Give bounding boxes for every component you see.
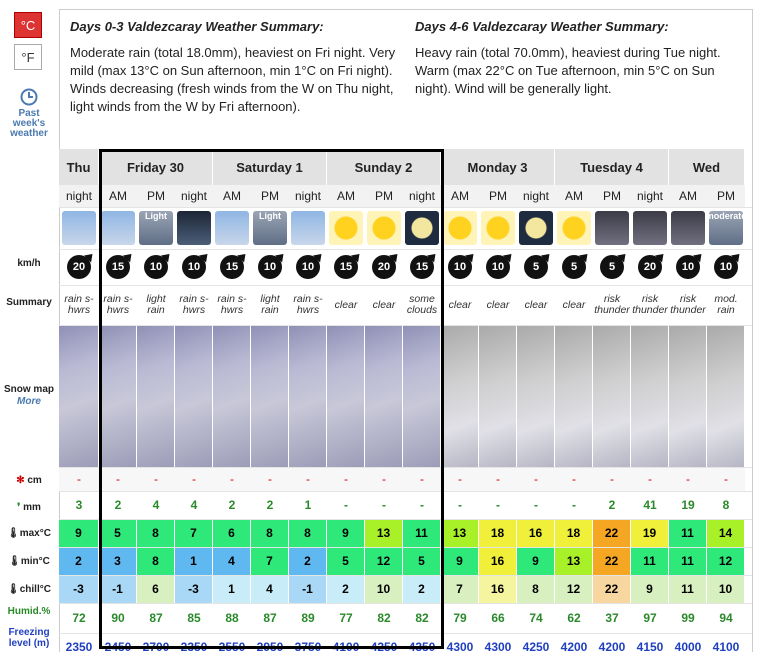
lightning-night-icon	[633, 211, 667, 245]
humidity-cell: 97	[643, 611, 657, 625]
freezing-level-cell: 4000	[674, 640, 702, 654]
chill-temp-cell: 10	[365, 575, 403, 603]
sun-icon	[367, 211, 401, 245]
max-temp-cell: 18	[479, 519, 517, 547]
wind-cell	[137, 249, 175, 285]
snow-cell: -	[631, 467, 669, 491]
humidity-cell: 82	[415, 611, 429, 625]
chill-temp-cell: -3	[175, 575, 213, 603]
summary-cell: rain s-hwrs	[217, 293, 247, 316]
humidity-cell: 74	[529, 611, 543, 625]
max-temp-cell: 11	[403, 519, 441, 547]
snow-map-cell[interactable]	[517, 325, 555, 467]
rain-cell: 1	[304, 498, 312, 512]
min-temp-cell: 9	[517, 547, 555, 575]
snow-cell: -	[251, 467, 289, 491]
past-weather-label: Past week's weather	[10, 108, 48, 139]
row-divider	[59, 603, 752, 604]
wind-arrow-icon: 10	[714, 255, 738, 279]
celsius-button[interactable]: °C	[14, 12, 42, 38]
freezing-level-cell: 2450	[104, 640, 132, 654]
wind-arrow-icon: 10	[448, 255, 472, 279]
snow-map-cell[interactable]	[327, 325, 365, 467]
chill-temp-cell: 6	[137, 575, 175, 603]
day-header[interactable]: Sunday 2	[327, 149, 441, 185]
weather-cell	[99, 207, 137, 249]
period-label: night	[631, 185, 669, 207]
weather-cell	[251, 207, 289, 249]
period-label: PM	[707, 185, 745, 207]
min-temp-cell: 12	[365, 547, 403, 575]
rain-cell: -	[344, 498, 348, 512]
summary-days-0-3	[70, 18, 400, 116]
summary-cell: clear	[486, 298, 510, 311]
freezing-level-cell: 4150	[636, 640, 664, 654]
snow-map-cell[interactable]	[365, 325, 403, 467]
chill-row-label: 🌡chill°C	[7, 584, 51, 595]
wind-cell	[441, 249, 479, 285]
max-temp-cell: 5	[99, 519, 137, 547]
snow-cell: -	[669, 467, 707, 491]
weather-cell	[59, 207, 99, 249]
summary-cell: mod. rain	[714, 293, 738, 316]
wind-cell	[213, 249, 251, 285]
max-temp-cell: 8	[137, 519, 175, 547]
chill-temp-cell: 4	[251, 575, 289, 603]
wind-arrow-icon: 15	[106, 255, 130, 279]
weather-cell	[707, 207, 745, 249]
max-temp-cell: 6	[213, 519, 251, 547]
min-temp-cell: 11	[669, 547, 707, 575]
chill-temp-cell: 22	[593, 575, 631, 603]
freezing-level-cell: 4300	[446, 640, 474, 654]
wind-arrow-icon: 10	[486, 255, 510, 279]
rain-cell: 8	[722, 498, 730, 512]
snow-map-cell[interactable]	[555, 325, 593, 467]
humidity-cell: 66	[491, 611, 505, 625]
wind-arrow-icon: 20	[67, 255, 91, 279]
wind-arrow-icon: 15	[220, 255, 244, 279]
wind-cell	[365, 249, 403, 285]
rain-cell: -	[382, 498, 386, 512]
weather-cell	[669, 207, 707, 249]
freezing-level-cell: 2350	[65, 640, 93, 654]
sun-icon	[329, 211, 363, 245]
chill-temp-cell: -1	[289, 575, 327, 603]
freezing-level-cell: 2700	[142, 640, 170, 654]
rain-cell: 3	[75, 498, 83, 512]
moon-cloud-icon	[405, 211, 439, 245]
min-temp-cell: 22	[593, 547, 631, 575]
snow-map-cell[interactable]	[175, 325, 213, 467]
day-header[interactable]: Thu	[59, 149, 99, 185]
wind-arrow-icon: 10	[144, 255, 168, 279]
row-divider	[59, 285, 752, 286]
row-divider	[59, 491, 752, 492]
wind-cell	[289, 249, 327, 285]
weather-cell	[403, 207, 441, 249]
snow-cell: -	[555, 467, 593, 491]
wind-arrow-icon: 20	[372, 255, 396, 279]
wind-arrow-icon: 15	[410, 255, 434, 279]
wind-cell	[251, 249, 289, 285]
wind-cell	[479, 249, 517, 285]
weather-cell	[441, 207, 479, 249]
weather-cell	[555, 207, 593, 249]
min-temp-cell: 2	[59, 547, 99, 575]
summary-cell: clear	[562, 298, 586, 311]
summary-cell: rain s-hwrs	[293, 293, 323, 316]
rain-cell: 4	[190, 498, 198, 512]
weather-cell	[175, 207, 213, 249]
max-temp-cell: 16	[517, 519, 555, 547]
clock-icon	[20, 88, 38, 106]
summary-left-title: Days 0-3 Valdezcaray Weather Summary:	[70, 19, 324, 34]
light-rain-cloud-icon: Light	[139, 211, 173, 245]
wind-arrow-icon: 10	[182, 255, 206, 279]
day-header[interactable]: Monday 3	[441, 149, 555, 185]
row-divider	[59, 575, 752, 576]
rain-row-label: ❜ mm	[17, 502, 41, 513]
rain-cell: 41	[643, 498, 657, 512]
sidebar	[0, 0, 58, 651]
period-label: night	[59, 185, 99, 207]
rain-cell: 2	[114, 498, 122, 512]
summary-left-text: Moderate rain (total 18.0mm), heaviest on Fri night. Very mild (max 13°C on Sun afternoon, min 1°C on Fri night). Winds decreasing (fresh winds from the W on Thu night, light winds from the W by Fri afternoon).	[70, 45, 396, 114]
rain-shower-sun-icon	[215, 211, 249, 245]
rain-cell: -	[420, 498, 424, 512]
rain-shower-night-icon	[177, 211, 211, 245]
max-temp-cell: 13	[365, 519, 403, 547]
chill-temp-cell: 10	[707, 575, 745, 603]
humidity-cell: 87	[263, 611, 277, 625]
max-temp-cell: 18	[555, 519, 593, 547]
wind-cell	[631, 249, 669, 285]
min-temp-cell: 3	[99, 547, 137, 575]
chill-temp-cell: 9	[631, 575, 669, 603]
wind-arrow-icon: 5	[600, 255, 624, 279]
weather-cell	[365, 207, 403, 249]
period-label: AM	[99, 185, 137, 207]
summary-row-label: Summary	[6, 297, 52, 308]
summary-right-text: Heavy rain (total 70.0mm), heaviest during Tue night. Warm (max 22°C on Tue afternoon, min 5°C on Sun night). Wind will be generally light.	[415, 45, 721, 96]
min-temp-cell: 8	[137, 547, 175, 575]
row-divider	[59, 519, 752, 520]
freezing-level-cell: 4300	[484, 640, 512, 654]
wind-cell	[555, 249, 593, 285]
period-label: night	[175, 185, 213, 207]
humidity-cell: 87	[149, 611, 163, 625]
humidity-cell: 89	[301, 611, 315, 625]
wind-arrow-icon: 5	[524, 255, 548, 279]
snow-map-cell[interactable]	[99, 325, 137, 467]
snow-cell: -	[441, 467, 479, 491]
snow-cell: -	[99, 467, 137, 491]
snow-cell: -	[59, 467, 99, 491]
weather-cell	[213, 207, 251, 249]
freezing-level-cell: 2950	[256, 640, 284, 654]
freezing-level-cell: 4100	[332, 640, 360, 654]
max-temp-cell: 8	[289, 519, 327, 547]
max-temp-cell: 14	[707, 519, 745, 547]
summary-cell: rain s-hwrs	[179, 293, 209, 316]
chill-temp-cell: 2	[403, 575, 441, 603]
fahrenheit-button[interactable]: °F	[14, 44, 42, 70]
min-temp-cell: 5	[403, 547, 441, 575]
period-label: night	[403, 185, 441, 207]
sun-icon	[557, 211, 591, 245]
wind-cell	[99, 249, 137, 285]
wind-cell	[59, 249, 99, 285]
summary-right-title: Days 4-6 Valdezcaray Weather Summary:	[415, 19, 669, 34]
rain-cell: 2	[266, 498, 274, 512]
min-temp-cell: 7	[251, 547, 289, 575]
max-temp-cell: 19	[631, 519, 669, 547]
raindrops-icon: ❜	[17, 502, 21, 513]
sun-icon	[443, 211, 477, 245]
freezing-row-label: Freezing level (m)	[8, 627, 50, 649]
lightning-cloud-icon	[595, 211, 629, 245]
freezing-level-cell: 2550	[218, 640, 246, 654]
past-weather-link[interactable]	[4, 88, 54, 139]
snow-map-cell[interactable]	[403, 325, 441, 467]
period-label: AM	[213, 185, 251, 207]
chill-temp-cell: 12	[555, 575, 593, 603]
summary-cell: some clouds	[406, 293, 438, 316]
wind-arrow-icon: 15	[334, 255, 358, 279]
snow-map-cell[interactable]	[213, 325, 251, 467]
weather-cell	[289, 207, 327, 249]
summary-panel	[60, 10, 752, 150]
wind-arrow-icon: 10	[258, 255, 282, 279]
humidity-cell: 90	[111, 611, 125, 625]
wind-cell	[593, 249, 631, 285]
wind-row-label: km/h	[17, 258, 41, 269]
wind-cell	[327, 249, 365, 285]
rain-cell: -	[496, 498, 500, 512]
summary-cell: clear	[448, 298, 472, 311]
max-temp-cell: 8	[251, 519, 289, 547]
max-temp-cell: 11	[669, 519, 707, 547]
max-temp-cell: 9	[327, 519, 365, 547]
min-temp-cell: 16	[479, 547, 517, 575]
snow-cell: -	[707, 467, 745, 491]
min-temp-cell: 4	[213, 547, 251, 575]
day-header[interactable]: Tuesday 4	[555, 149, 669, 185]
summary-cell: rain s-hwrs	[103, 293, 133, 316]
period-label: AM	[327, 185, 365, 207]
rain-cell: -	[534, 498, 538, 512]
humidity-cell: 79	[453, 611, 467, 625]
snow-cell: -	[137, 467, 175, 491]
snow-row-label: ✻ cm	[16, 475, 42, 486]
summary-cell: clear	[372, 298, 396, 311]
day-header[interactable]: Saturday 1	[213, 149, 327, 185]
rain-cloud-night-icon	[62, 211, 96, 245]
snow-map-cell[interactable]	[289, 325, 327, 467]
light-rain-cloud-icon: Light	[253, 211, 287, 245]
snow-map-cell[interactable]	[251, 325, 289, 467]
humidity-cell: 37	[605, 611, 619, 625]
chill-temp-cell: 11	[669, 575, 707, 603]
rain-cloud-sun-icon	[101, 211, 135, 245]
humidity-cell: 82	[377, 611, 391, 625]
wind-cell	[517, 249, 555, 285]
row-divider	[59, 467, 752, 468]
weather-cell	[327, 207, 365, 249]
thermometer-icon: 🌡	[7, 584, 20, 595]
wind-arrow-icon: 5	[562, 255, 586, 279]
min-temp-cell: 5	[327, 547, 365, 575]
thermometer-icon: 🌡	[7, 528, 20, 539]
wind-arrow-icon: 10	[676, 255, 700, 279]
snow-cell: -	[403, 467, 441, 491]
snow-map-cell[interactable]	[707, 325, 745, 467]
rain-cell: 19	[681, 498, 695, 512]
max-temp-cell: 13	[441, 519, 479, 547]
min-temp-cell: 2	[289, 547, 327, 575]
chill-temp-cell: 7	[441, 575, 479, 603]
row-divider	[59, 249, 752, 250]
period-label: AM	[669, 185, 707, 207]
summary-cell: clear	[524, 298, 548, 311]
freezing-level-cell: 4350	[408, 640, 436, 654]
rain-cell: 4	[152, 498, 160, 512]
humidity-cell: 94	[719, 611, 733, 625]
humidity-cell: 72	[72, 611, 86, 625]
summary-cell: clear	[334, 298, 358, 311]
moderate-rain-cloud-icon: moderate	[709, 211, 743, 245]
rain-cell: -	[572, 498, 576, 512]
max-temp-cell: 9	[59, 519, 99, 547]
summary-cell: risk thunder	[670, 293, 706, 316]
period-label: night	[517, 185, 555, 207]
weather-cell	[593, 207, 631, 249]
rain-cell: 2	[228, 498, 236, 512]
summary-cell: rain s-hwrs	[64, 293, 94, 316]
period-label: PM	[365, 185, 403, 207]
min-temp-cell: 12	[707, 547, 745, 575]
snow-map-cell[interactable]	[479, 325, 517, 467]
chill-temp-cell: 2	[327, 575, 365, 603]
day-header[interactable]: Wed	[669, 149, 745, 185]
moon-icon	[519, 211, 553, 245]
max-temp-cell: 22	[593, 519, 631, 547]
freezing-level-cell: 3750	[294, 640, 322, 654]
weather-cell	[479, 207, 517, 249]
wind-cell	[669, 249, 707, 285]
snowmap-row-label: Snow map	[3, 384, 54, 395]
humidity-cell: 85	[187, 611, 201, 625]
summary-cell: risk thunder	[632, 293, 668, 316]
day-header[interactable]: Friday 30	[99, 149, 213, 185]
period-label: AM	[555, 185, 593, 207]
period-label: PM	[137, 185, 175, 207]
freezing-level-cell: 4200	[598, 640, 626, 654]
humidity-cell: 77	[339, 611, 353, 625]
snow-map-cell[interactable]	[59, 325, 99, 467]
lightning-cloud-icon	[671, 211, 705, 245]
weather-cell	[517, 207, 555, 249]
period-label: PM	[479, 185, 517, 207]
weather-cell	[137, 207, 175, 249]
snow-cell: -	[175, 467, 213, 491]
wind-cell	[707, 249, 745, 285]
snow-map-cell[interactable]	[631, 325, 669, 467]
chill-temp-cell: 1	[213, 575, 251, 603]
humidity-row-label: Humid.%	[7, 606, 51, 617]
chill-temp-cell: -3	[59, 575, 99, 603]
min-temp-cell: 13	[555, 547, 593, 575]
freezing-level-cell: 4200	[560, 640, 588, 654]
snow-cell: -	[517, 467, 555, 491]
period-label: night	[289, 185, 327, 207]
thermometer-icon: 🌡	[8, 556, 21, 567]
wind-arrow-icon: 20	[638, 255, 662, 279]
period-label: PM	[593, 185, 631, 207]
period-label: PM	[251, 185, 289, 207]
min-temp-cell: 1	[175, 547, 213, 575]
weather-cell	[631, 207, 669, 249]
wind-cell	[403, 249, 441, 285]
snow-cell: -	[213, 467, 251, 491]
humidity-cell: 62	[567, 611, 581, 625]
row-divider	[59, 633, 752, 634]
humidity-cell: 88	[225, 611, 239, 625]
snow-map-cell[interactable]	[669, 325, 707, 467]
snow-map-cell[interactable]	[137, 325, 175, 467]
freezing-level-cell: 2350	[180, 640, 208, 654]
snowmap-more-link[interactable]: More	[17, 396, 41, 407]
snowflake-icon: ✻	[16, 475, 25, 486]
snow-cell: -	[365, 467, 403, 491]
sun-icon	[481, 211, 515, 245]
max-temp-row-label: 🌡max°C	[7, 528, 51, 539]
summary-cell: light rain	[146, 293, 166, 316]
period-label: AM	[441, 185, 479, 207]
snow-map-cell[interactable]	[441, 325, 479, 467]
humidity-cell: 99	[681, 611, 695, 625]
snow-cell: -	[593, 467, 631, 491]
max-temp-cell: 7	[175, 519, 213, 547]
rain-shower-sun-icon	[291, 211, 325, 245]
wind-cell	[175, 249, 213, 285]
snow-cell: -	[289, 467, 327, 491]
chill-temp-cell: -1	[99, 575, 137, 603]
chill-temp-cell: 16	[479, 575, 517, 603]
row-divider	[59, 547, 752, 548]
wind-arrow-icon: 10	[296, 255, 320, 279]
min-temp-row-label: 🌡min°C	[8, 556, 50, 567]
summary-days-4-6	[415, 18, 725, 98]
summary-cell: risk thunder	[594, 293, 630, 316]
freezing-level-cell: 4250	[370, 640, 398, 654]
min-temp-cell: 11	[631, 547, 669, 575]
summary-cell: light rain	[260, 293, 280, 316]
rain-cell: -	[458, 498, 462, 512]
row-divider	[59, 325, 752, 326]
freezing-level-cell: 4100	[712, 640, 740, 654]
row-divider	[59, 207, 752, 208]
snow-map-cell[interactable]	[593, 325, 631, 467]
snow-cell: -	[479, 467, 517, 491]
freezing-level-cell: 4250	[522, 640, 550, 654]
chill-temp-cell: 8	[517, 575, 555, 603]
rain-cell: 2	[608, 498, 616, 512]
snow-cell: -	[327, 467, 365, 491]
min-temp-cell: 9	[441, 547, 479, 575]
